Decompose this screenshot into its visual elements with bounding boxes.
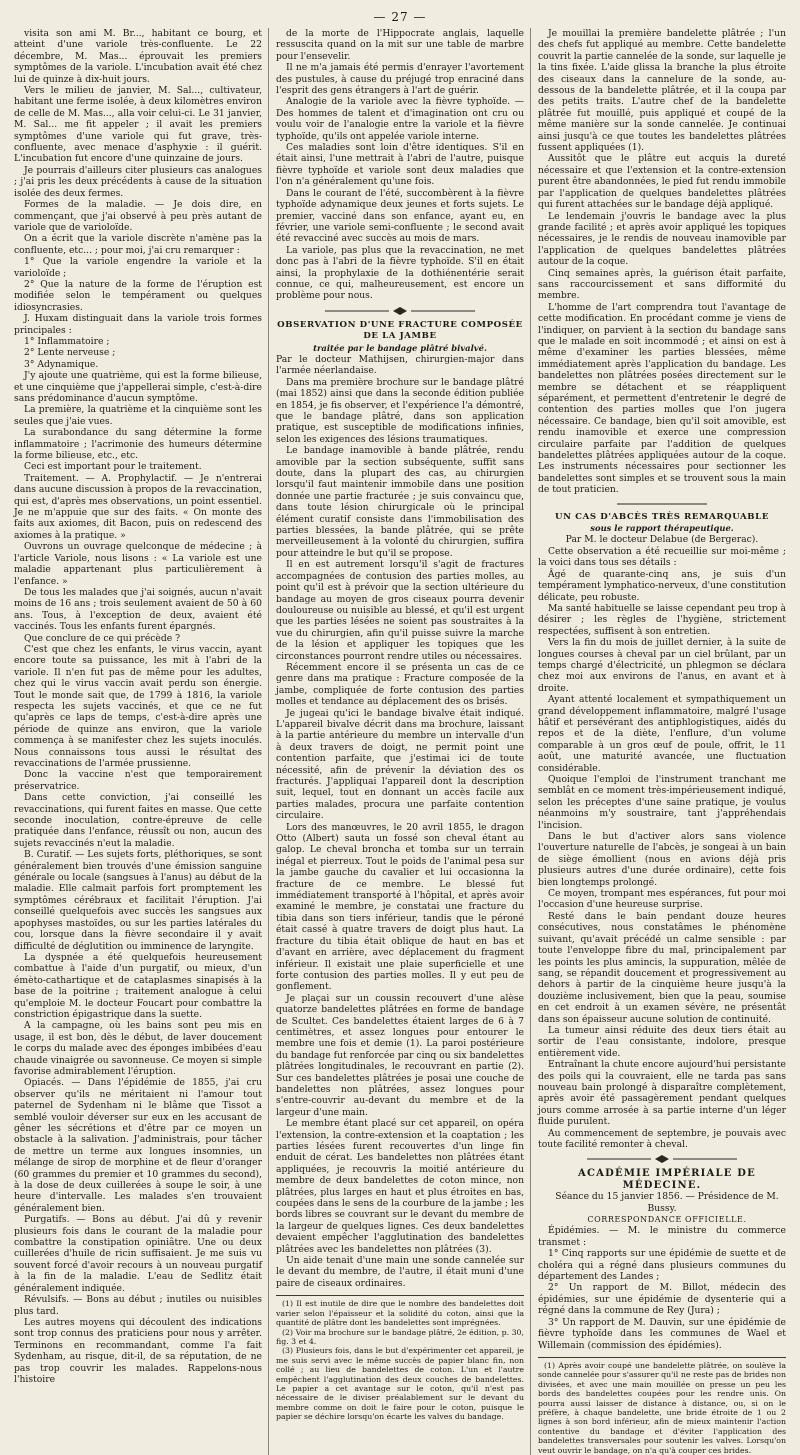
paragraph: Opiacés. — Dans l'épidémie de 1855, j'ai cru observer qu'ils ne méritaient ni l'amour tout paternel de Sydenham ni le blâme que Tissot a semblé vouloir déverser sur eux en les accusant de gêner les sécrétions et d'être par ce moyen un obstacle à la salivation. J'administrais, pour tâcher de mettre un terme aux longues insomnies, un mélange de sirop de morphine et de fleur d'oranger (60 grammes du premier et 10 grammes du second), à la dose de deux cuillerées à soupe le soir, à une heure d'intervalle. Les malades s'en trouvaient généralement bien. — [14, 1077, 262, 1214]
article-author: Par le docteur Mathijsen, chirurgien-major dans l'armée néerlandaise. — [276, 353, 524, 377]
paragraph: Ce moyen, trompant mes espérances, fut pour moi l'occasion d'une heureuse surprise. — [538, 888, 786, 911]
paragraph: Ayant attenté localement et sympathiquement un grand développement inflammatoire, malgré l'usage hâtif et persévérant des antiphlogistiques, aidés du repos et de la diète, l'enflure, d'un volume comparable à un gros œuf de poule, offrit, le 11 août, une maturité avancée, une fluctuation considérable. — [538, 694, 786, 774]
paragraph: Analogie de la variole avec la fièvre typhoïde. — Des hommes de talent et d'imagination ont cru ou voulu voir de l'analogie entre la variole et la fièvre typhoïde, qu'ils ont appelée variole interne. — [276, 96, 524, 142]
paragraph: Ma santé habituelle se laisse cependant peu trop à désirer ; les règles de l'hygiène, strictement respectées, suffisent à son entretien. — [538, 602, 786, 637]
paragraph: 2° Que la nature de la forme de l'éruption est modifiée selon le tempérament ou quelques idiosyncrasies. — [14, 278, 262, 313]
academy-title: ACADÉMIE IMPÉRIALE DE MÉDECINE. — [578, 1168, 756, 1191]
paragraph: Le bandage inamovible à bande plâtrée, rendu amovible par la section subséquente, suffit sans doute, dans la plupart des cas, au chirurgien lorsqu'il faut maintenir immobile dans une position donnée une partie fracturée ; je suis convaincu que, dans toute lésion chirurgicale où le principal élément curatif consiste dans l'immobilisation des parties blessées, la bande plâtrée, qui se prête merveilleusement à la volonté du chirurgien, suffira pour atteindre le but qu'il se propose. — [276, 445, 524, 559]
paragraph: Les autres moyens qui découlent des indications sont trop connus des praticiens pour nous y arrêter. Terminons en recommandant, comme l'a fait Sydenham, au risque, dit-il, de sa réputation, de ne pas trop couvrir les malades. Rappelons-nous l'histoire — [14, 1316, 262, 1385]
paragraph: Dans ma première brochure sur le bandage plâtré (mai 1852) ainsi que dans la seconde édition publiée en 1854, je fis observer, et l'expérience l'a démontré, que le bandage plâtré, dans son application pratique, est susceptible de modifications infinies, selon les exigences des lésions traumatiques. — [276, 376, 524, 445]
paragraph: Vers le milieu de janvier, M. Sal..., cultivateur, habitant une ferme isolée, à deux kilomètres environ de celle de M. Mas..., alla voir celui-ci. Le 31 janvier, M. Sal... me fit appeler ; il avait les premiers symptômes d'une variole qui fut grave, très-confluente, avec menace d'asphyxie : il guérit. L'incubation fut encore d'une quinzaine de jours. — [14, 85, 262, 165]
column-3 — [534, 28, 790, 1455]
section-divider — [538, 501, 786, 507]
paragraph: La tumeur ainsi réduite des deux tiers était au sortir de l'eau consistante, indolore, presque entièrement vide. — [538, 1024, 786, 1059]
paragraph: La surabondance du sang détermine la forme inflammatoire ; l'acrimonie des humeurs détermine la forme bilieuse, etc., etc. — [14, 427, 262, 462]
paragraph: De tous les malades que j'ai soignés, aucun n'avait moins de 16 ans ; trois seulement avaient de 50 à 60 ans. Tous, à l'exception de deux, avaient été vaccinés. Tous les enfants furent épargnés. — [14, 586, 262, 633]
paragraph: Quoique l'emploi de l'instrument tranchant me semblât en ce moment très-impérieusement indiqué, selon les préceptes d'une saine pratique, je voulus néanmoins m'y soustraire, tant j'appréhendais l'incision. — [538, 774, 786, 831]
article-heading: OBSERVATION D'UNE FRACTURE COMPOSÉE DE LA JAMBE — [277, 319, 523, 342]
col3-academy — [538, 1225, 786, 1350]
page-number: — 27 — — [373, 10, 427, 24]
col3-footnotes — [538, 1357, 786, 1455]
paragraph: 3° Adynamique. — [24, 358, 99, 370]
academy-session: Séance du 15 janvier 1856. — Présidence de M. Bussy. — [555, 1191, 779, 1214]
paragraph: L'homme de l'art comprendra tout l'avantage de cette modification. En procédant comme je viens de l'indiquer, on parvient à la section du bandage sans que le malade en soit incommodé ; et ainsi on est à même d'examiner les parties blessées, même immédiatement après l'application du bandage. Les bandelettes non plâtrées posées directement sur le membre se détachent et se réappliquent séparément, et permettent d'entretenir le degré de contention des parties molles que l'on jugera nécessaire. Ce bandage, bien qu'il soit amovible, est rendu inamovible et exerce une compression circulaire parfaite par l'addition de quelques bandelettes plâtrées appliquées autour de la coque. Les instruments nécessaires pour sectionner les bandelettes sont simples et se trouvent sous la main de tout praticien. — [538, 301, 786, 496]
paragraph: On a écrit que la variole discrète n'amène pas la confluente, etc... ; pour moi, j'ai cru remarquer : — [14, 233, 262, 256]
paragraph: Récemment encore il se présenta un cas de ce genre dans ma pratique : Fracture composée de la jambe, compliquée de forte contusion des parties molles et tendance au déplacement des os brisés. — [276, 661, 524, 708]
paragraph: La première, la quatrième et la cinquième sont les seules que j'aie vues. — [14, 404, 262, 427]
section-divider — [276, 307, 524, 315]
paragraph: Vers la fin du mois de juillet dernier, à la suite de longues courses à cheval par un ciel brûlant, par un temps chargé d'électricité, un phlegmon se déclara chez moi aux environs de l'anus, en avant et à droite. — [538, 637, 786, 694]
paragraph: Un aide tenait d'une main une sonde cannelée sur le devant du membre, de l'autre, il était muni d'une paire de ciseaux ordinaires. — [276, 1255, 524, 1289]
section-divider — [538, 1155, 786, 1163]
column-1 — [10, 28, 266, 1455]
paragraph: A la campagne, où les bains sont peu mis en usage, il est bon, dès le début, de laver doucement le corps du malade avec des éponges imbibées d'eau chaude vinaigrée ou savonneuse. Ce moyen si simple favorise admirablement l'éruption. — [14, 1020, 262, 1077]
paragraph: Révulsifs. — Bons au début ; inutiles ou nuisibles plus tard. — [14, 1294, 262, 1317]
case-author: Par M. le docteur Delabue (de Bergerac). — [565, 534, 759, 546]
col2-intro — [276, 28, 524, 302]
paragraph: J. Huxam distinguait dans la variole trois formes principales : — [14, 313, 262, 336]
paragraph: Formes de la maladie. — Je dois dire, en commençant, que j'ai observé à peu près autant de variole que de varioloïde. — [14, 199, 262, 233]
paragraph: 2° Lente nerveuse ; — [24, 347, 116, 359]
paragraph: de la morte de l'Hippocrate anglais, laquelle ressuscita quand on la mit sur une table de marbre pour l'ensevelir. — [276, 28, 524, 62]
paragraph: visita son ami M. Br..., habitant ce bourg, et atteint d'une variole très-confluente. Le 22 décembre, M. Mas... éprouvait les premiers symptômes de la variole. L'incubation avait été chez lui de quinze à dix-huit jours. — [14, 28, 262, 85]
footnote: (3) Plusieurs fois, dans le but d'expérimenter cet appareil, je me suis servi avec le même succès de papier blanc fin, non collé ; au lieu de bandelettes de coton. L'un et l'autre empêchent l'agglutination des deux couches de bandelettes. Le papier a cet avantage sur le coton, qu'il n'est pas nécessaire de le diviser préalablement sur le devant du membre comme on doit le faire pour le coton, puisque le papier se déchire lorsqu'on écarte les valves du bandage. — [276, 1346, 524, 1422]
paragraph: Ces maladies sont loin d'être identiques. S'il en était ainsi, l'une mettrait à l'abri de l'autre, puisque fièvre typhoïde et variole sont deux maladies que l'on n'a généralement qu'une fois. — [276, 142, 524, 188]
paragraph: Âgé de quarante-cinq ans, je suis d'un tempérament lymphatico-nerveux, d'une constitution délicate, peu robuste. — [538, 568, 786, 603]
paragraph: Entraînant la chute encore aujourd'hui persistante des poils qui la couvraient, elle ne tarda pas sans nouveau bain prolongé à disparaître complètement, après avoir été passagèrement pendant quelques jours comme arrosée à sa partie interne d'un léger fluide purulent. — [538, 1059, 786, 1128]
paragraph: Dans le but d'activer alors sans violence l'ouverture naturelle de l'abcès, je songeai à un bain de siège émollient (nous en avions déjà pris plusieurs autres d'une durée ordinaire), cette fois bien longtemps prolongé. — [538, 831, 786, 888]
paragraph: 1° Cinq rapports sur une épidémie de suette et de choléra qui a régné dans plusieurs communes du département des Landes ; — [538, 1248, 786, 1283]
paragraph: 1° Que la variole engendre la variole et la varioloïde ; — [14, 256, 262, 279]
paragraph: Que conclure de ce qui précède ? — [24, 632, 181, 644]
paragraph: Donc la vaccine n'est que temporairement préservatrice. — [14, 769, 262, 792]
paragraph: J'y ajoute une quatrième, qui est la forme bilieuse, et une cinquième que j'appellerai simple, c'est-à-dire sans prédominance d'aucun symptôme. — [14, 370, 262, 404]
paragraph: Traitement. — A. Prophylactif. — Je n'entrerai dans aucune discussion à propos de la revaccination, qui est, d'après mes observations, un point essentiel. Je ne m'appuie que sur des faits. « On monte des faits aux axiomes, dit Bacon, puis on redescend des axiomes à la pratique. » — [14, 472, 262, 541]
paragraph: Cinq semaines après, la guérison était parfaite, sans raccourcissement et sans difformité du membre. — [538, 267, 786, 302]
col2-footnotes — [276, 1295, 524, 1421]
paragraph: Épidémies. — M. le ministre du commerce transmet : — [538, 1225, 786, 1248]
paragraph: Je plaçai sur un coussin recouvert d'une alèse quatorze bandelettes plâtrées en forme de bandage de Scultet. Ces bandelettes étaient larges de 6 à 7 centimètres, et assez longues pour entourer le membre une fois et demie (1). La paroi postérieure du bandage fut renforcée par cinq ou six bandelettes plâtrées longitudinales, le recouvrant en partie (2). Sur ces bandelettes plâtrées je posai une couche de bandelettes non plâtrées, assez longues pour s'entre-couvrir au-devant du membre et de la largeur d'une main. — [276, 992, 524, 1118]
paragraph: 1° Inflammatoire ; — [24, 335, 110, 347]
paragraph: Dans le courant de l'été, succombèrent à la fièvre typhoïde adynamique deux jeunes et forts sujets. Le premier, vacciné dans son enfance, ayant eu, en février, une variole semi-confluente ; le second avait été revacciné avec succès au mois de mars. — [276, 187, 524, 245]
columns — [10, 28, 790, 1455]
paragraph: Il ne m'a jamais été permis d'enrayer l'avortement des pustules, à cause du préjugé trop enraciné dans l'esprit des gens étrangers à l'art de guérir. — [276, 62, 524, 97]
academy-correspondence-title: CORRESPONDANCE OFFICIELLE. — [587, 1215, 747, 1225]
col3-case — [538, 546, 786, 1151]
paragraph: B. Curatif. — Les sujets forts, pléthoriques, se sont généralement bien trouvés d'une émission sanguine générale ou locale (sangsues à l'anus) au début de la maladie. Elle calmait parfois fort promptement les symptômes cérébraux et facilitait l'éruption. J'ai conseillé quelquefois avec succès les sangsues aux apophyses mastoïdes, ou sur les parties latérales du cou, lorsque dans la fièvre secondaire il y avait difficulté de déglutition ou imminence de laryngite. — [14, 849, 262, 952]
paragraph: 3° Un rapport de M. Dauvin, sur une épidémie de fièvre typhoïde dans les communes de Wael et Willemain (commission des épidémies). — [538, 1316, 786, 1351]
paragraph: Au commencement de septembre, je pouvais avec toute facilité remonter à cheval. — [538, 1127, 786, 1150]
paragraph: Ceci est important pour le traitement. — [24, 461, 202, 473]
paragraph: Ouvrons un ouvrage quelconque de médecine ; à l'article Variole, nous lisons : « La variole est une maladie appartenant plus particulièrement à l'enfance. » — [14, 541, 262, 587]
paragraph: Je pourrais d'ailleurs citer plusieurs cas analogues ; j'ai pris les deux précédents à cause de la situation isolée des deux fermes. — [14, 164, 262, 199]
paragraph: 2° Un rapport de M. Billot, médecin des épidémies, sur une épidémie de dysenterie qui a régné dans la commune de Rey (Jura) ; — [538, 1282, 786, 1317]
paragraph: C'est que chez les enfants, le virus vaccin, ayant encore toute sa puissance, les mit à l'abri de la variole. Il n'en fut pas de même pour les adultes, chez qui le virus vaccin avait perdu son énergie. Tout le monde sait que, de 1799 à 1816, la variole respecta les sujets vaccinés, et que ce ne fut qu'après ce laps de temps, c'est-à-dire après une période de quinze ans environ, que la variole commença à se manifester chez les sujets inoculés. Nous connaissons tous aussi le résultat des revaccinations de l'armée prussienne. — [14, 643, 262, 769]
paragraph: Lors des manœuvres, le 20 avril 1855, le dragon Otto (Albert) sauta un fossé son cheval étant au galop. Le cheval broncha et tomba sur un terrain inégal et pierreux. Tout le poids de l'animal pesa sur la jambe gauche du cavalier et lui occasionna la fracture de ce membre. Le blessé fut immédiatement transporté à l'hôpital, et après avoir examiné le membre, je constatai une fracture du tibia dans son tiers inférieur, tandis que le péroné était cassé à quatre travers de doigt plus haut. La fracture du tibia était oblique de haut en bas et d'avant en arrière, avec déplacement du fragment inférieur. Il existait une plaie superficielle et une forte contusion des parties molles. Il y eut peu de gonflement. — [276, 821, 524, 993]
article-subheading: traitée par le bandage plâtré bivalvé. — [313, 342, 487, 353]
paragraph: Je jugeai qu'ici le bandage bivalve était indiqué. L'appareil bivalve décrit dans ma brochure, laissant à la partie antérieure du membre un intervalle d'un à deux travers de doigt, ne permit point une contention parfaite, que j'estimai ici de toute nécessité, afin de prévenir la déviation des os fracturés. J'appliquai l'appareil dont la description suit, lequel, tout en donnant un accès facile aux parties malades, procura une parfaite contention circulaire. — [276, 707, 524, 822]
paragraph: Dans cette conviction, j'ai conseillé les revaccinations, qui furent faites en masse. Que cette seconde inoculation, contre-épreuve de celle pratiquée dans l'enfance, réussît ou non, aucun des sujets revaccinés n'eut la maladie. — [14, 792, 262, 849]
paragraph: Aussitôt que le plâtre eut acquis la dureté nécessaire et que l'extension et la contre-extension purent être abandonnées, le pied fut rendu immobile par l'application de quelques bandelettes plâtrées qui furent attachées sur le bandage déjà appliqué. — [538, 153, 786, 211]
col2-article — [276, 377, 524, 1290]
col3-intro — [538, 28, 786, 496]
paragraph: Il en est autrement lorsqu'il s'agit de fractures accompagnées de contusion des parties molles, au point qu'il est à prévoir que la section ultérieure du bandage au moyen de gros ciseaux pourra devenir douloureuse ou nuisible au blessé, et qu'il est urgent que les parties lésées ne soient pas soustraites à la vue du chirurgien, afin qu'il puisse suivre la marche de la lésion et appliquer les topiques que les circonstances pourront rendre utiles ou nécessaires. — [276, 559, 524, 662]
footnote: (1) Après avoir coupé une bandelette plâtrée, on soulève la sonde cannelée pour s'assurer qu'il ne reste pas de brides non divisées, et avec une main mouillée on presse un peu les bords des bandelettes coupées pour les rendre unis. On pourra aussi laisser de distance à distance, ou, si on le préfère, à chaque bandelette, une bride étroite de 1 ou 2 lignes à son bord inférieur, afin de mieux maintenir l'action contentive du bandage et d'éviter l'application des bandelettes transversales pour soutenir les valves. Lorsqu'on veut ouvrir le bandage, on n'a qu'à couper ces brides. — [538, 1360, 786, 1455]
footnote: (2) Voir ma brochure sur le bandage plâtré, 2e édition, p. 30, fig. 3 et 4. — [276, 1327, 524, 1346]
paragraph: Resté dans le bain pendant douze heures consécutives, nous constatâmes le phénomène suivant, qu'avait précédé un calme sensible : par toute l'enveloppe fibre du mal, principalement par les points les plus amincis, la suppuration, mêlée de sang, se répandit doucement et progressivement au dehors à partir de la cinquième heure jusqu'à la douzième inclusivement, bien que la peau, soumise en cet endroit à un examen sévère, ne présentât dans son épaisseur aucune solution de continuité. — [538, 910, 786, 1025]
paragraph: La variole, pas plus que la revaccination, ne met donc pas à l'abri de la fièvre typhoïde. S'il en était ainsi, la prophylaxie de la dothiénentérie serait connue, ce qui, malheureusement, est encore un problème pour nous. — [276, 244, 524, 302]
paragraph: Purgatifs. — Bons au début. J'ai dû y revenir plusieurs fois dans le courant de la maladie pour combattre la constipation opiniâtre. Une ou deux cuillerées d'huile de ricin suffisaient. Je me suis vu souvent forcé d'avoir recours à un nouveau purgatif à la fin de la maladie. L'eau de Sedlitz était généralement indiquée. — [14, 1214, 262, 1294]
paragraph: Le membre étant placé sur cet appareil, on opéra l'extension, la contre-extension et la coaptation ; les parties lésées furent recouvertes d'un linge fin enduit de cérat. Les bandelettes non plâtrées étant appliquées, je recouvris la moitié antérieure du membre de deux bandelettes de coton mince, non plâtrées, plus larges en haut et plus étroites en bas, coupées dans le sens de la courbure de la jambe ; les bords libres se couvrant sur le devant du membre de la largeur de quelques lignes. Ces deux bandelettes devaient empêcher l'agglutination des bandelettes plâtrées avec les bandelettes non plâtrées (3). — [276, 1118, 524, 1255]
paragraph: Le lendemain j'ouvris le bandage avec la plus grande facilité ; et après avoir appliqué les topiques nécessaires, je le rendis de nouveau inamovible par l'application de quelques bandelettes plâtrées autour de la coque. — [538, 210, 786, 268]
paragraph: La dyspnée a été quelquefois heureusement combattue à l'aide d'un purgatif, ou mieux, d'un émèto-cathartique et de cataplasmes sinapisés à la base de la poitrine ; traitement analogue à celui qu'emploie M. le docteur Foucart pour combattre la constriction épigastrique dans la suette. — [14, 951, 262, 1020]
paragraph: Cette observation a été recueillie sur moi-même ; la voici dans tous ses détails : — [538, 545, 786, 569]
case-subheading: sous le rapport thérapeutique. — [590, 523, 734, 534]
column-2 — [272, 28, 528, 1455]
footnote: (1) Il est inutile de dire que le nombre des bandelettes doit varier selon l'épaisseur et la solidité du coton, ainsi que la quantité de plâtre dont les bandelettes sont imprégnées. — [276, 1299, 524, 1328]
paragraph: Je mouillai la première bandelette plâtrée ; l'un des chefs fut appliqué au membre. Cette bandelette couvrit la partie cannelée de la sonde, sur laquelle je la tins fixée. L'aide glissa la branche la plus étroite des ciseaux dans la cannelure de la sonde, au-dessous de la bandelette plâtrée, et il la coupa par des petits traits. L'autre chef de la bandelette plâtrée fut mouillé, puis appliqué et coupé de la même manière sur la sonde cannelée. Je continuai ainsi jusqu'à ce que toutes les bandelettes plâtrées fussent appliquées (1). — [538, 28, 786, 154]
case-heading: UN CAS D'ABCÈS TRÈS REMARQUABLE — [555, 511, 769, 522]
